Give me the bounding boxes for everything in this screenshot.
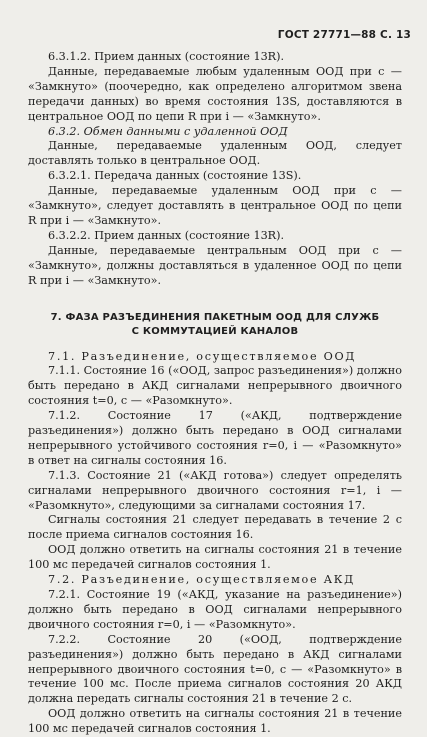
paragraph-6-3-2-1: 6.3.2.1. Передача данных (состояние 13S). [48,169,302,183]
paragraph: ООД должно ответить на сигналы состояния 21 в течение 100 мс передачей сигналов состояния 1. [28,707,402,736]
paragraph-7-1-3: 7.1.3. Состояние 21 («АКД готова») следует определять сигналами непрерывного двоичного состояния r=1, i — «Разомкнуто», следующими за сигналами состояния 17. [28,468,402,512]
paragraph: Данные, передаваемые удаленным ООД при с — «Замкнуто», следует доставлять в центральное ООД по цепи R при i — «Замкнуто». [28,184,402,227]
subsection-heading-6-3-2: 6.3.2. Обмен данными с удаленной ООД [48,124,288,138]
paragraph: Данные, передаваемые удаленным ООД, следует доставлять только в центральное ООД. [28,139,402,168]
paragraph: Данные, передаваемые центральным ООД при с — «Замкнуто», должны доставляться в удаленное ООД по цепи R при i — «Замкнуто». [28,243,402,287]
paragraph-6-3-2-2: 6.3.2.2. Прием данных (состояние 13R). [48,228,285,242]
paragraph: Сигналы состояния 21 следует передавать в течение 2 с после приема сигналов состояния 16. [28,513,402,542]
section-heading-line: С КОММУТАЦИЕЙ КАНАЛОВ [131,325,299,337]
section-heading-line: 7. ФАЗА РАЗЪЕДИНЕНИЯ ПАКЕТНЫМ ООД ДЛЯ СЛУЖБ [50,311,380,323]
paragraph-7-2-2: 7.2.2. Состояние 20 («ООД, подтверждение разъединения») должно быть передано в АКД сигналами непрерывного двоичного состояния t=0, с — «Разомкнуто» в течение 100 мс. После приема сигналов состояния 20 АКД должна передать сигналы состояния 21 в течение 2 с. [28,632,402,706]
paragraph-7-2-1: 7.2.1. Состояние 19 («АКД, указание на разъединение») должно быть передано в ООД сигналами непрерывного двоичного состояния r=0, i — «Разомкнуто». [28,588,402,631]
paragraph-6-3-1-2: 6.3.1.2. Прием данных (состояние 13R). [48,50,285,63]
paragraph-7-1-1: 7.1.1. Состояние 16 («ООД, запрос разъединения») должно быть передано в АКД сигналами непрерывного двоичного состояния t=0, с — «Разомкнуто». [28,364,402,408]
paragraph-7-1-2: 7.1.2. Состояние 17 («АКД, подтверждение разъединения») должно быть передано в ООД сигналами непрерывного устойчивого состояния r=0, i — «Разомкнуто» в ответ на сигналы состояния 16. [28,409,402,467]
subsection-heading-7-1: 7.1. Разъединение, осуществляемое ООД [48,349,357,363]
subsection-heading-7-2: 7.2. Разъединение, осуществляемое АКД [48,573,355,587]
section-heading-7 [28,311,402,339]
paragraph: Данные, передаваемые любым удаленным ООД при с — «Замкнуто» (поочередно, как определено алгоритмом звена передачи данных) во время состояния 13S, доставляются в центральное ООД по цепи R при i — «Замкнуто». [28,64,402,123]
document-body [28,50,402,737]
page-header: ГОСТ 27771—88 С. 13 [277,29,411,41]
paragraph: ООД должно ответить на сигналы состояния 21 в течение 100 мс передачей сигналов состояния 1. [28,543,402,572]
